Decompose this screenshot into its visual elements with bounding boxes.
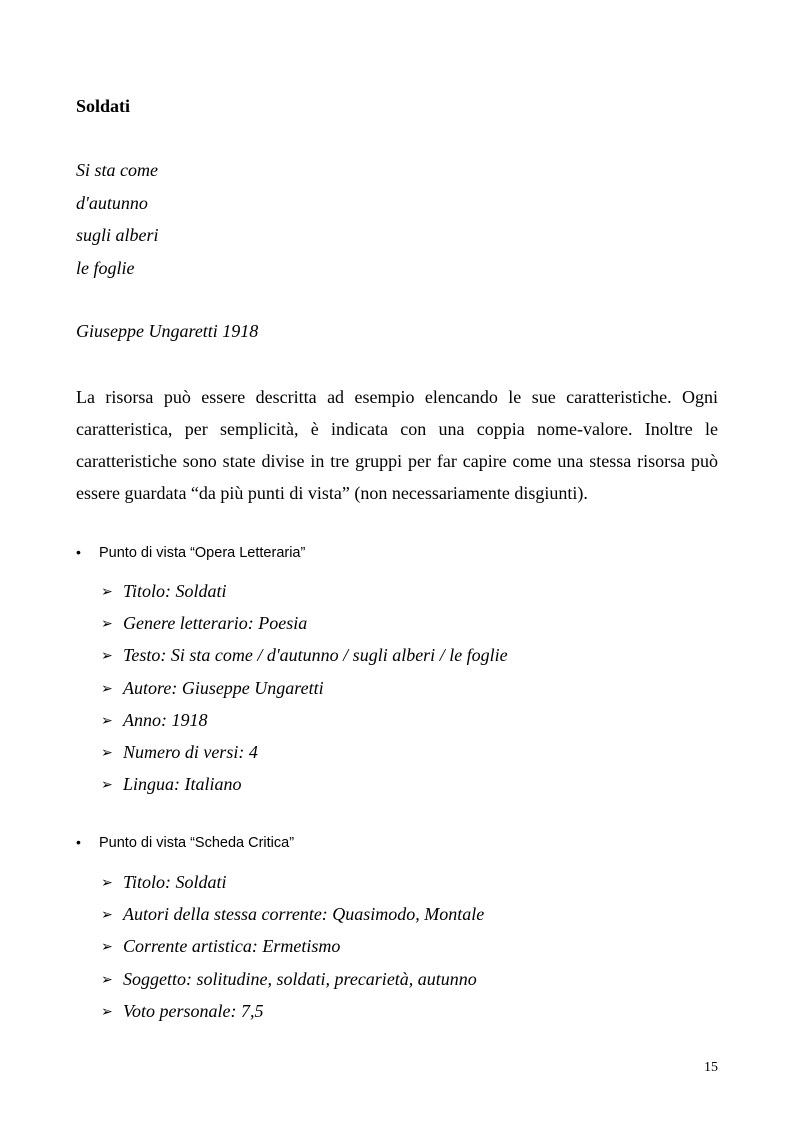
list-item-text: Autori della stessa corrente: Quasimodo, Montale [123,904,485,925]
list-item [101,675,508,707]
list-item-text: Voto personale: 7,5 [123,1000,264,1021]
arrow-bullet-icon: ➢ [101,778,113,794]
arrow-bullet-icon: ➢ [101,1004,113,1020]
list-item-text: Testo: Si sta come / d'autunno / sugli alberi / le foglie [123,645,508,666]
list-item [101,578,508,610]
list-item-text: Lingua: Italiano [123,774,242,795]
arrow-bullet-icon: ➢ [101,940,113,956]
list-item-text: Titolo: Soldati [123,581,227,601]
arrow-bullet-icon: ➢ [101,617,113,633]
list-item [101,998,484,1030]
list-item-text: Corrente artistica: Ermetismo [123,936,341,957]
list-opera-letteraria [101,578,508,803]
body-paragraph: La risorsa può essere descritta ad esempio elencando le sue caratteristiche. Ogni caratteristica, per semplicità, è indicata con una coppia nome-valore. Inoltre le caratteristiche sono state divise in tre gruppi per far capire come una stessa risorsa può essere guardata “da più punti di vista” (non necessariamente disgiunti). [76,387,718,503]
poem-line: Si sta come [76,160,158,180]
list-item [101,610,508,642]
list-item-text: Titolo: Soldati [123,872,227,892]
arrow-bullet-icon: ➢ [101,649,113,665]
list-item-text: Numero di versi: 4 [123,741,258,762]
list-item-text: Soggetto: solitudine, soldati, precarietà, autunno [123,968,477,989]
list-scheda-critica [101,869,484,1030]
arrow-bullet-icon: ➢ [101,585,113,600]
arrow-bullet-icon: ➢ [101,876,113,891]
list-item [101,642,508,674]
section-heading-opera-letteraria [76,542,305,563]
arrow-bullet-icon: ➢ [101,681,113,697]
page-number: 15 [704,1060,718,1075]
arrow-bullet-icon: ➢ [101,908,113,924]
section-heading-text: Punto di vista “Scheda Critica” [99,835,295,851]
bullet-icon: • [76,834,81,850]
poem-line: d'autunno [76,192,148,213]
list-item [101,869,484,901]
list-item [101,739,508,771]
poem-author: Giuseppe Ungaretti 1918 [76,321,259,341]
poem-line: sugli alberi [76,225,159,245]
list-item-text: Genere letterario: Poesia [123,613,308,634]
list-item [101,771,508,803]
section-heading-text: Punto di vista “Opera Letteraria” [99,545,306,561]
arrow-bullet-icon: ➢ [101,972,113,988]
section-heading-scheda-critica [76,832,294,853]
poem-text [76,157,159,287]
poem-title: Soldati [76,96,131,116]
list-item-text: Anno: 1918 [123,709,208,730]
arrow-bullet-icon: ➢ [101,713,113,729]
arrow-bullet-icon: ➢ [101,745,113,761]
list-item-text: Autore: Giuseppe Ungaretti [123,677,324,698]
list-item [101,933,484,965]
list-item [101,966,484,998]
list-item [101,707,508,739]
bullet-icon: • [76,544,81,560]
list-item [101,901,484,933]
poem-line: le foglie [76,257,135,278]
